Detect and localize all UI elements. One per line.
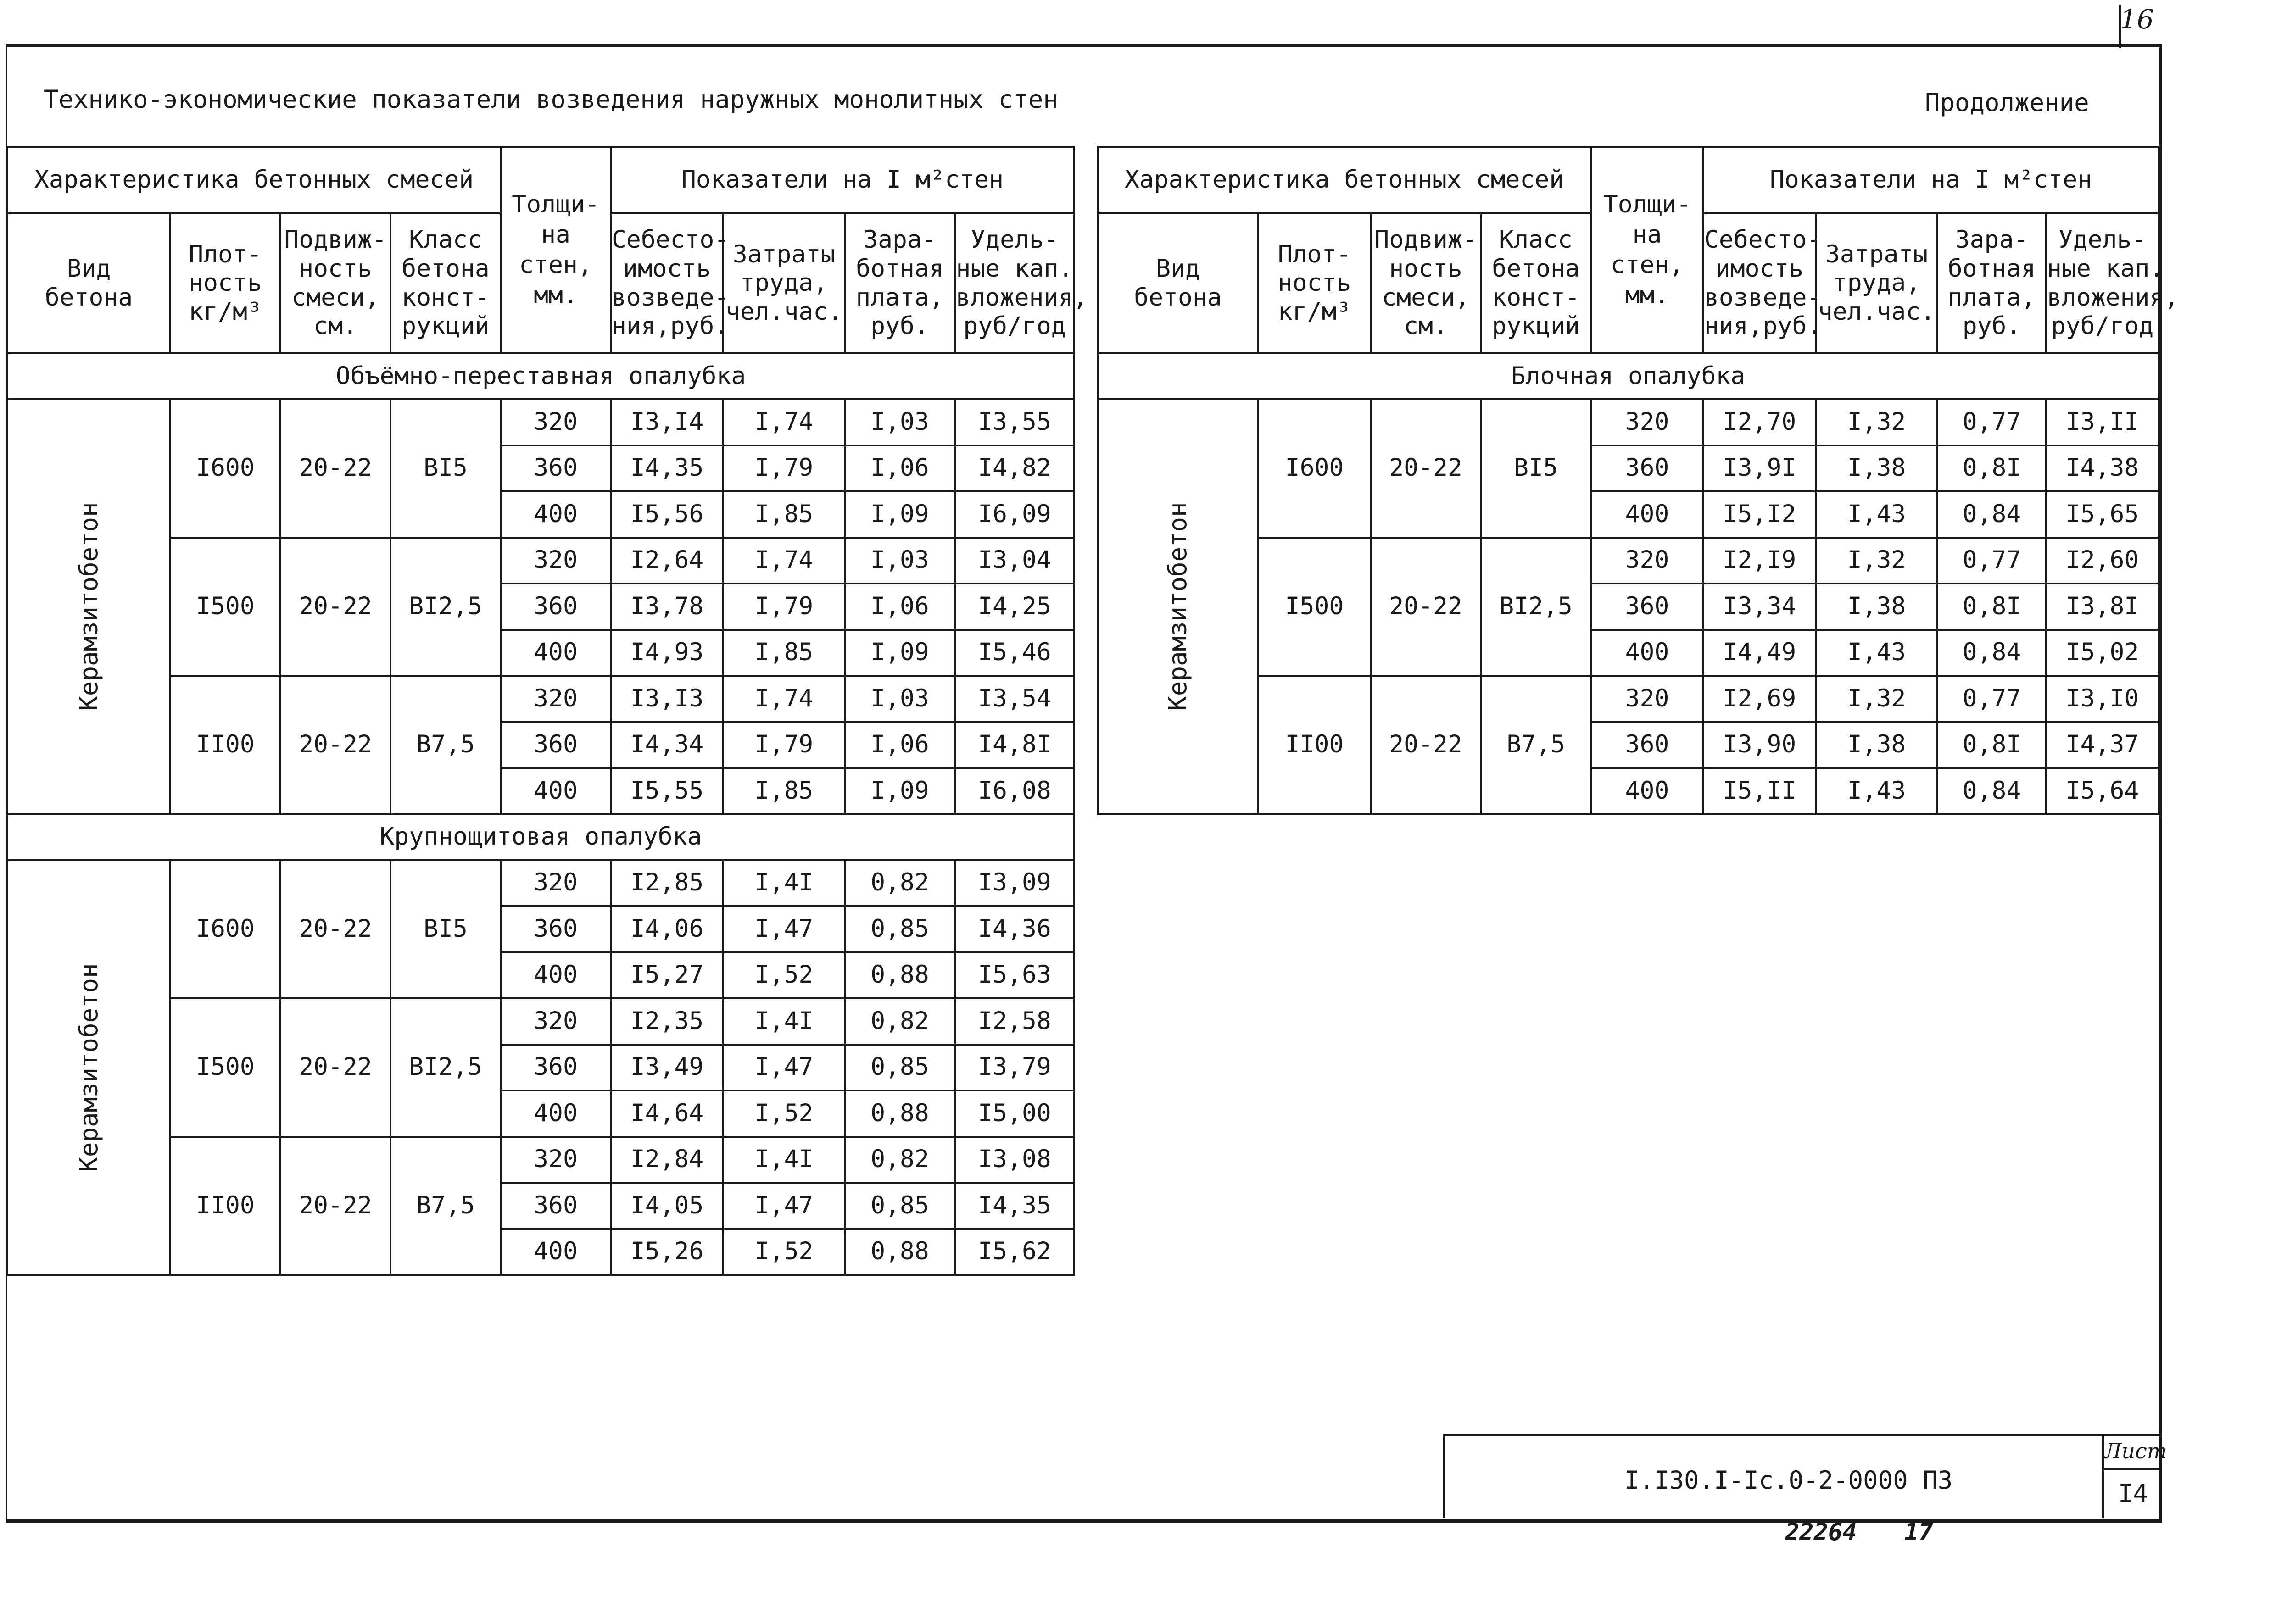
header-thickness-line: Толщи-: [1603, 190, 1691, 218]
labor-cell: I,43: [1816, 768, 1937, 814]
header-labor-line: чел.час.: [1818, 297, 1936, 326]
thickness-cell: 400: [1591, 768, 1703, 814]
header-labor-line: труда,: [740, 269, 828, 297]
header-capital-line: вложения,: [2047, 283, 2179, 311]
header-cost: [611, 213, 729, 353]
class-cell: BI5: [390, 399, 501, 538]
labor-cell: I,74: [723, 538, 845, 584]
header-mobility-line: Подвиж-: [284, 226, 387, 254]
header-wage-line: плата,: [1947, 283, 2036, 311]
capital-cell: I4,25: [955, 584, 1074, 630]
density-cell: II00: [1258, 676, 1371, 814]
header-labor: [1816, 213, 1937, 353]
wage-cell: I,09: [845, 491, 955, 538]
labor-cell: I,38: [1816, 584, 1937, 630]
wage-cell: 0,85: [845, 906, 955, 952]
class-cell: B7,5: [1481, 676, 1591, 814]
thickness-cell: 320: [1591, 538, 1703, 584]
header-mobility-line: ность: [1389, 254, 1462, 283]
header-labor: [723, 213, 845, 353]
header-capital-line: Удель-: [2058, 226, 2147, 254]
header-capital: [955, 213, 1088, 353]
capital-cell: I2,60: [2046, 538, 2159, 584]
capital-cell: I6,09: [955, 491, 1074, 538]
capital-cell: I4,37: [2046, 722, 2159, 768]
mobility-cell: 20-22: [280, 998, 390, 1137]
capital-cell: I4,8I: [955, 722, 1074, 768]
header-density: [170, 213, 280, 353]
header-cost-line: ния,руб.: [612, 312, 729, 340]
density-cell: I600: [170, 399, 280, 538]
header-cost-line: имость: [1715, 254, 1804, 283]
table-row: [7, 399, 1074, 445]
header-wage: [845, 213, 955, 353]
capital-cell: I4,36: [955, 906, 1074, 952]
cost-cell: I2,I9: [1703, 538, 1816, 584]
density-cell: I500: [1258, 538, 1371, 676]
labor-cell: I,38: [1816, 722, 1937, 768]
thickness-cell: 400: [501, 1229, 611, 1275]
wage-cell: 0,77: [1937, 538, 2046, 584]
concrete-kind-cell: [7, 399, 170, 814]
header-cost-line: имость: [623, 254, 711, 283]
cost-cell: I3,34: [1703, 584, 1816, 630]
thickness-cell: 360: [501, 906, 611, 952]
header-thickness-line: мм.: [534, 281, 578, 309]
header-mobility-line: ность: [299, 254, 372, 283]
wage-cell: 0,8I: [1937, 584, 2046, 630]
mobility-cell: 20-22: [1371, 538, 1481, 676]
capital-cell: I5,65: [2046, 491, 2159, 538]
cost-cell: I3,I4: [611, 399, 723, 445]
wage-cell: I,09: [845, 630, 955, 676]
density-cell: II00: [170, 1137, 280, 1275]
thickness-cell: 360: [501, 722, 611, 768]
cost-cell: I2,69: [1703, 676, 1816, 722]
thickness-cell: 360: [501, 1045, 611, 1091]
header-wage-line: ботная: [1947, 254, 2036, 283]
thickness-cell: 320: [1591, 399, 1703, 445]
header-mobility-line: смеси,: [1382, 283, 1470, 311]
thickness-cell: 320: [501, 1137, 611, 1183]
header-density-line: Плот-: [189, 240, 262, 268]
capital-cell: I5,64: [2046, 768, 2159, 814]
cost-cell: I3,9I: [1703, 445, 1816, 492]
class-cell: B7,5: [390, 676, 501, 814]
labor-cell: I,43: [1816, 491, 1937, 538]
capital-cell: I3,08: [955, 1137, 1074, 1183]
thickness-cell: 400: [501, 768, 611, 814]
header-concrete-kind-line: Вид: [1156, 254, 1200, 283]
header-concrete-characteristics: Характеристика бетонных смесей: [1098, 147, 1591, 213]
wage-cell: 0,82: [845, 1137, 955, 1183]
header-mobility-line: смеси,: [291, 283, 379, 311]
thickness-cell: 400: [501, 1090, 611, 1137]
class-cell: BI5: [390, 860, 501, 999]
header-concrete-kind-line: бетона: [45, 283, 133, 311]
thickness-cell: 320: [501, 538, 611, 584]
header-concrete-kind-line: бетона: [1134, 283, 1222, 311]
wage-cell: 0,77: [1937, 676, 2046, 722]
header-mobility: [1371, 213, 1481, 353]
labor-cell: I,47: [723, 906, 845, 952]
cost-cell: I4,64: [611, 1090, 723, 1137]
capital-cell: I6,08: [955, 768, 1074, 814]
wage-cell: I,06: [845, 722, 955, 768]
thickness-cell: 360: [1591, 722, 1703, 768]
right-table-body: [1098, 147, 2179, 814]
density-cell: I500: [170, 998, 280, 1137]
left-table-body: [7, 147, 1088, 1275]
header-labor-line: Затраты: [732, 240, 836, 268]
document-code: I.I30.I-Ic.0-2-0000 ПЗ: [1624, 1466, 1953, 1495]
wage-cell: I,03: [845, 676, 955, 722]
header-wage-line: руб.: [1962, 312, 2021, 340]
class-cell: BI2,5: [390, 538, 501, 676]
capital-cell: I2,58: [955, 998, 1074, 1045]
labor-cell: I,32: [1816, 399, 1937, 445]
header-row: [1098, 147, 2159, 213]
labor-cell: I,47: [723, 1183, 845, 1229]
header-class-line: Класс: [1499, 226, 1573, 254]
thickness-cell: 360: [501, 1183, 611, 1229]
class-cell: BI2,5: [1481, 538, 1591, 676]
header-capital-line: вложения,: [956, 283, 1088, 311]
header-density-line: кг/м³: [1277, 297, 1351, 326]
mobility-cell: 20-22: [280, 860, 390, 999]
header-mobility-line: Подвиж-: [1374, 226, 1477, 254]
sheet-label: Лист: [2104, 1436, 2162, 1470]
class-cell: BI5: [1481, 399, 1591, 538]
header-concrete-kind: [1098, 213, 1258, 353]
cost-cell: I2,35: [611, 998, 723, 1045]
header-indicators: Показатели на I м²стен: [1703, 147, 2159, 213]
cost-cell: I5,II: [1703, 768, 1816, 814]
header-row: [7, 147, 1074, 213]
mobility-cell: 20-22: [280, 538, 390, 676]
wage-cell: 0,85: [845, 1183, 955, 1229]
page-title: Технико-экономические показатели возведения наружных монолитных стен: [44, 85, 1058, 114]
thickness-cell: 320: [1591, 676, 1703, 722]
header-labor-line: чел.час.: [725, 297, 843, 326]
header-concrete-kind: [7, 213, 170, 353]
header-density-line: Плот-: [1277, 240, 1351, 268]
cost-cell: I5,56: [611, 491, 723, 538]
header-cost: [1703, 213, 1822, 353]
sheet-cell: [2102, 1436, 2167, 1518]
header-density: [1258, 213, 1371, 353]
labor-cell: I,85: [723, 768, 845, 814]
header-thickness-line: стен,: [519, 251, 592, 279]
header-wage: [1937, 213, 2046, 353]
header-capital-line: ные кап.: [956, 254, 1073, 283]
thickness-cell: 320: [501, 399, 611, 445]
inventory-number: 22264: [1785, 1518, 1857, 1546]
mobility-cell: 20-22: [1371, 676, 1481, 814]
density-cell: I600: [170, 860, 280, 999]
mobility-cell: 20-22: [280, 1137, 390, 1275]
header-cost-line: Себесто-: [612, 226, 729, 254]
capital-cell: I3,I0: [2046, 676, 2159, 722]
wage-cell: I,09: [845, 768, 955, 814]
header-class-line: Класс: [409, 226, 482, 254]
header-mobility: [280, 213, 390, 353]
header-class-line: конст-: [402, 283, 490, 311]
header-density-line: кг/м³: [189, 297, 262, 326]
labor-cell: I,32: [1816, 676, 1937, 722]
cost-cell: I3,90: [1703, 722, 1816, 768]
cost-cell: I5,55: [611, 768, 723, 814]
header-wage-line: Зара-: [1955, 226, 2029, 254]
header-wage-line: руб.: [870, 312, 929, 340]
capital-cell: I3,55: [955, 399, 1074, 445]
thickness-cell: 400: [501, 630, 611, 676]
cost-cell: I4,34: [611, 722, 723, 768]
wage-cell: I,03: [845, 538, 955, 584]
wage-cell: 0,88: [845, 1229, 955, 1275]
capital-cell: I4,35: [955, 1183, 1074, 1229]
labor-cell: I,74: [723, 399, 845, 445]
wage-cell: 0,8I: [1937, 722, 2046, 768]
wage-cell: 0,82: [845, 860, 955, 907]
cost-cell: I4,93: [611, 630, 723, 676]
capital-cell: I5,46: [955, 630, 1074, 676]
section-title: Крупнощитовая опалубка: [7, 814, 1074, 860]
cost-cell: I2,85: [611, 860, 723, 907]
mobility-cell: 20-22: [280, 676, 390, 814]
capital-cell: I5,00: [955, 1090, 1074, 1137]
thickness-cell: 400: [1591, 630, 1703, 676]
wage-cell: 0,84: [1937, 768, 2046, 814]
labor-cell: I,79: [723, 584, 845, 630]
header-capital-line: руб/год: [963, 312, 1066, 340]
cost-cell: I4,35: [611, 445, 723, 492]
header-mobility-line: см.: [1404, 312, 1448, 340]
labor-cell: I,85: [723, 630, 845, 676]
header-wage-line: плата,: [856, 283, 944, 311]
cost-cell: I5,26: [611, 1229, 723, 1275]
section-row: [7, 353, 1074, 399]
capital-cell: I4,38: [2046, 445, 2159, 492]
capital-cell: I4,82: [955, 445, 1074, 492]
capital-cell: I3,79: [955, 1045, 1074, 1091]
header-class: [390, 213, 501, 353]
header-cost-line: Себесто-: [1704, 226, 1822, 254]
header-class-line: рукций: [402, 312, 490, 340]
labor-cell: I,79: [723, 445, 845, 492]
thickness-cell: 360: [501, 584, 611, 630]
thickness-cell: 360: [1591, 584, 1703, 630]
wage-cell: I,03: [845, 399, 955, 445]
cost-cell: I3,78: [611, 584, 723, 630]
thickness-cell: 400: [1591, 491, 1703, 538]
header-cost-line: возведе-: [1704, 283, 1822, 311]
sheet-number: I4: [2118, 1479, 2148, 1508]
cost-cell: I4,06: [611, 906, 723, 952]
right-indicators-table: [1097, 146, 2179, 815]
cost-cell: I2,84: [611, 1137, 723, 1183]
cost-cell: I2,64: [611, 538, 723, 584]
wage-cell: 0,84: [1937, 630, 2046, 676]
section-row: [1098, 353, 2159, 399]
labor-cell: I,85: [723, 491, 845, 538]
wage-cell: 0,88: [845, 952, 955, 999]
wage-cell: 0,8I: [1937, 445, 2046, 492]
wage-cell: 0,85: [845, 1045, 955, 1091]
thickness-cell: 320: [501, 860, 611, 907]
cost-cell: I3,I3: [611, 676, 723, 722]
header-indicators: Показатели на I м²стен: [611, 147, 1074, 213]
header-capital-line: руб/год: [2051, 312, 2154, 340]
section-row: [7, 814, 1074, 860]
header-thickness-line: на: [1632, 221, 1662, 249]
wage-cell: 0,77: [1937, 399, 2046, 445]
header-class-line: рукций: [1492, 312, 1580, 340]
cost-cell: I5,27: [611, 952, 723, 999]
header-concrete-kind-line: Вид: [67, 254, 111, 283]
header-cost-line: возведе-: [612, 283, 729, 311]
concrete-kind-label: Керамзитобетон: [1163, 502, 1193, 711]
header-capital-line: ные кап.: [2047, 254, 2164, 283]
capital-cell: I5,02: [2046, 630, 2159, 676]
header-mobility-line: см.: [313, 312, 357, 340]
header-concrete-characteristics: Характеристика бетонных смесей: [7, 147, 501, 213]
labor-cell: I,32: [1816, 538, 1937, 584]
wage-cell: 0,82: [845, 998, 955, 1045]
density-cell: I600: [1258, 399, 1371, 538]
thickness-cell: 320: [501, 998, 611, 1045]
labor-cell: I,4I: [723, 1137, 845, 1183]
table-row: [7, 860, 1074, 907]
header-density-line: ность: [189, 269, 262, 297]
continuation-label: Продолжение: [1925, 88, 2089, 117]
labor-cell: I,74: [723, 676, 845, 722]
table-row: [1098, 399, 2159, 445]
mobility-cell: 20-22: [280, 399, 390, 538]
header-class-line: бетона: [1492, 254, 1580, 283]
header-capital: [2046, 213, 2179, 353]
title-block-stamp: [1443, 1434, 2167, 1518]
section-title: Блочная опалубка: [1098, 353, 2159, 399]
header-labor-line: Затраты: [1825, 240, 1928, 268]
capital-cell: I3,II: [2046, 399, 2159, 445]
concrete-kind-label: Керамзитобетон: [74, 963, 103, 1172]
header-thickness: [501, 147, 611, 353]
header-thickness-line: на: [541, 221, 570, 249]
labor-cell: I,47: [723, 1045, 845, 1091]
capital-cell: I3,54: [955, 676, 1074, 722]
thickness-cell: 320: [501, 676, 611, 722]
header-thickness: [1591, 147, 1703, 353]
labor-cell: I,52: [723, 1090, 845, 1137]
header-labor-line: труда,: [1832, 269, 1921, 297]
concrete-kind-label: Керамзитобетон: [74, 502, 103, 711]
cost-cell: I5,I2: [1703, 491, 1816, 538]
header-wage-line: Зара-: [863, 226, 937, 254]
header-density-line: ность: [1277, 269, 1351, 297]
cost-cell: I4,49: [1703, 630, 1816, 676]
header-thickness-line: мм.: [1625, 281, 1669, 309]
thickness-cell: 360: [501, 445, 611, 492]
header-wage-line: ботная: [856, 254, 944, 283]
mobility-cell: 20-22: [1371, 399, 1481, 538]
header-class: [1481, 213, 1591, 353]
header-thickness-line: Толщи-: [512, 190, 600, 218]
wage-cell: I,06: [845, 584, 955, 630]
labor-cell: I,43: [1816, 630, 1937, 676]
wage-cell: 0,84: [1937, 491, 2046, 538]
header-thickness-line: стен,: [1610, 251, 1684, 279]
copy-number: 17: [1904, 1518, 1933, 1546]
labor-cell: I,4I: [723, 998, 845, 1045]
labor-cell: I,52: [723, 1229, 845, 1275]
wage-cell: I,06: [845, 445, 955, 492]
concrete-kind-cell: [1098, 399, 1258, 814]
wage-cell: 0,88: [845, 1090, 955, 1137]
left-indicators-table: [6, 146, 1088, 1276]
capital-cell: I3,04: [955, 538, 1074, 584]
section-title: Объёмно-переставная опалубка: [7, 353, 1074, 399]
cost-cell: I2,70: [1703, 399, 1816, 445]
class-cell: B7,5: [390, 1137, 501, 1275]
density-cell: II00: [170, 676, 280, 814]
capital-cell: I3,09: [955, 860, 1074, 907]
concrete-kind-cell: [7, 860, 170, 1275]
header-capital-line: Удель-: [971, 226, 1059, 254]
capital-cell: I5,63: [955, 952, 1074, 999]
thickness-cell: 400: [501, 491, 611, 538]
cost-cell: I4,05: [611, 1183, 723, 1229]
capital-cell: I5,62: [955, 1229, 1074, 1275]
page-corner-number: 16: [2120, 4, 2154, 35]
labor-cell: I,79: [723, 722, 845, 768]
labor-cell: I,52: [723, 952, 845, 999]
header-cost-line: ния,руб.: [1704, 312, 1822, 340]
density-cell: I500: [170, 538, 280, 676]
header-class-line: бетона: [402, 254, 490, 283]
capital-cell: I3,8I: [2046, 584, 2159, 630]
labor-cell: I,38: [1816, 445, 1937, 492]
cost-cell: I3,49: [611, 1045, 723, 1091]
labor-cell: I,4I: [723, 860, 845, 907]
class-cell: BI2,5: [390, 998, 501, 1137]
header-class-line: конст-: [1492, 283, 1580, 311]
thickness-cell: 360: [1591, 445, 1703, 492]
thickness-cell: 400: [501, 952, 611, 999]
